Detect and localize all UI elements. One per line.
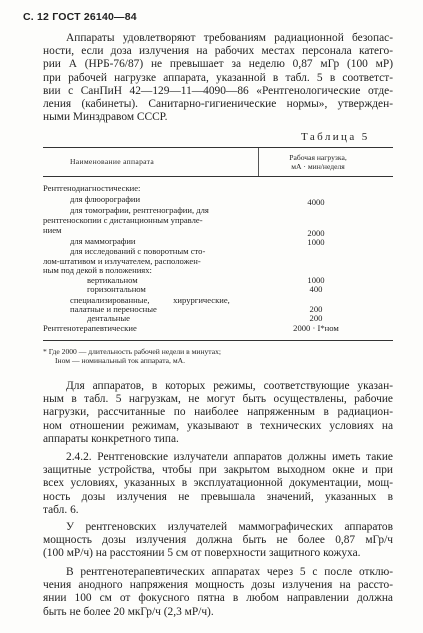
page-header: С. 12 ГОСТ 26140—84 (23, 11, 137, 23)
text-line: аппараты конкретного типа. (43, 432, 179, 445)
table-row-label: для флюорографии (70, 194, 141, 204)
table-row-label: для маммографии (70, 236, 136, 246)
text-line: ность дозы излучения не превышала значений, указанных в (43, 490, 393, 503)
text-line: 2.4.2. Рентгеновские излучатели аппаратов должны иметь такие (66, 451, 393, 463)
table-row-label: Рентгенодиагностические: (43, 183, 141, 193)
table-row-value: 2000 (307, 228, 325, 238)
paragraph-therapy (43, 566, 393, 619)
table-row-text: для томографии, рентгенографии, для (70, 205, 209, 215)
table-row-label: лом-штативом и излучателем, расположен- (43, 256, 201, 266)
table-row-value: 2000 · I*ном (293, 323, 339, 333)
table-row-label: нием (43, 225, 62, 235)
text-line: мощность дозы излучения должна быть не более 0,87 мГр/ч (43, 534, 393, 547)
table-row-label: рентгеноскопии с дистанционным управле- (43, 215, 203, 225)
paragraph-mammography (43, 521, 393, 561)
paragraph-radiation-safety (43, 32, 393, 124)
table-footnote: Iном — номинальный ток аппарата, мА. (55, 356, 186, 365)
text-line: У рентгеновских излучателей маммографических аппаратов (66, 521, 393, 533)
table-column-separator (258, 148, 259, 176)
text-line: ном отношении режимам, указывают в технических условиях на (43, 419, 393, 432)
text-line: ным в табл. 5 нагрузкам, не могут быть осуществлены, рабочие (43, 393, 393, 406)
text-line: ными Минздравом СССР. (43, 111, 168, 124)
table-header-name: Наименование аппарата (70, 157, 155, 166)
paragraph-2-4-2 (43, 451, 393, 517)
text-line: Для аппаратов, в которых режимы, соответствующие указан- (66, 380, 393, 392)
table-bottom-rule (43, 340, 393, 341)
text-line: ности, если доза излучения на рабочих местах персонала катего- (43, 45, 393, 58)
table-row-value: 1000 (307, 275, 325, 285)
table-row-label: горизонтальном (87, 284, 146, 294)
text-line: защитные устройства, чтобы при закрытом выходном окне и при (43, 464, 393, 477)
table-row-value: 200 (309, 313, 323, 323)
table-row-label: специализированные, хирургические, (70, 295, 230, 305)
table-header-load-line2: мА · мин/неделя (291, 161, 345, 171)
paragraph-work-loads (43, 380, 393, 446)
text-line: ления (кабинеты). Санитарно-гигиенические нормы», утвержден- (43, 98, 393, 111)
table-row-label: дентальные (87, 313, 130, 323)
text-line: рии А (НРБ-76/87) не превышает за неделю 0,87 мГр (100 мР) (43, 58, 393, 71)
text-line: при рабочей нагрузке аппарата, указанной в табл. 5 в соответст- (43, 71, 393, 84)
text-line: (100 мР/ч) на расстоянии 5 см от поверхности защитного кожуха. (43, 547, 361, 560)
table-row-label: Рентгенотерапевтические (43, 323, 137, 333)
table-row-value: 4000 (307, 197, 325, 207)
table-row-value: 200 (309, 304, 323, 314)
table-row-label (70, 206, 254, 215)
table-row-label: палатные и переносные (70, 304, 157, 314)
table-row-label: вертикальном (87, 275, 138, 285)
table-row-value: 1000 (307, 237, 325, 247)
table-top-rule (43, 147, 393, 148)
table-header-load-line1: Рабочая нагрузка, (289, 153, 347, 162)
table-row-value: 400 (309, 284, 323, 294)
text-line: табл. 6. (43, 503, 79, 516)
table-row-label: для исследований с поворотным сто- (70, 246, 206, 256)
text-line: вии с СанПиН 42—129—11—4090—86 «Рентгенологические отде- (43, 84, 393, 97)
table-footnote: * Где 2000 — длительность рабочей недели в минутах; (43, 347, 221, 356)
text-line: всех условиях, указанных в эксплуатационной документации, мощ- (43, 477, 393, 490)
table-row-label: ным под декой в положениях: (43, 265, 152, 275)
text-line: чения анодного напряжения мощность дозы излучения на рассто- (43, 579, 393, 592)
text-line: В рентгенотерапевтических аппаратах через 5 с после отклю- (66, 566, 393, 578)
text-line: янии 100 см от фокусного пятна в любом направлении должна (43, 592, 393, 605)
text-line: Аппараты удовлетворяют требованиям радиационной безопас- (66, 32, 393, 44)
table-title: Таблица 5 (301, 131, 370, 143)
table-header-rule (43, 176, 393, 177)
table-header-load (268, 154, 368, 171)
text-line: нагрузки, рассчитанные по наиболее напряженным в радиацион- (43, 406, 393, 419)
text-line: быть не более 20 мкГр/ч (2,3 мР/ч). (43, 605, 214, 618)
